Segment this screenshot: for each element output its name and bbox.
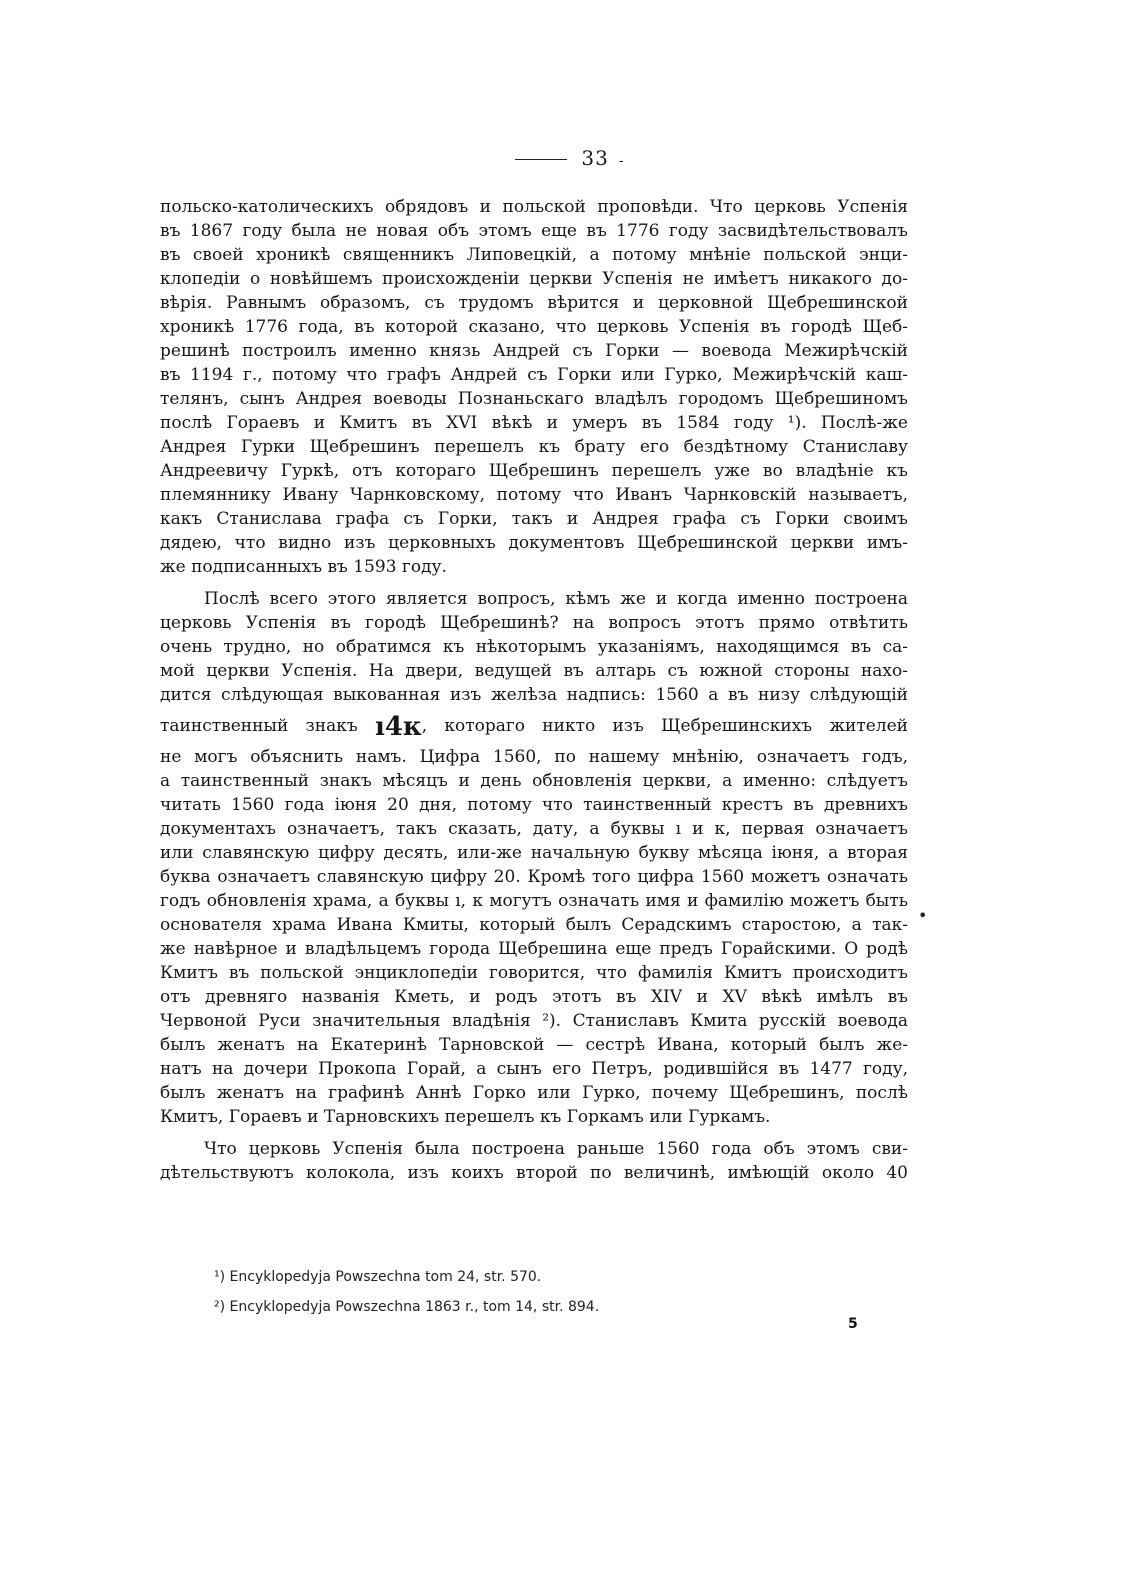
- mysterious-sign: ı4к: [374, 712, 422, 742]
- sign-line-after: , котораго никто изъ Щебрешинскихъ жителей: [421, 716, 908, 736]
- text-line: Андреевичу Гуркѣ, отъ котораго Щебрешинъ перешелъ уже во владѣніе къ: [160, 461, 908, 481]
- text-line: телянъ, сынъ Андрея воеводы Познаньскаго владѣлъ городомъ Щебрешиномъ: [160, 389, 908, 409]
- text-line: документахъ означаетъ, такъ сказать, дату, а буквы ı и к, первая означаетъ: [160, 819, 908, 839]
- footnotes: [214, 1262, 599, 1322]
- margin-mark: •: [918, 906, 928, 925]
- text-line: какъ Станислава графа съ Горки, такъ и Андрея графа съ Горки своимъ: [160, 509, 908, 529]
- text-line: въ своей хроникѣ священникъ Липовецкій, а потому мнѣніе польской энци-: [160, 245, 908, 265]
- text-line: же подписанныхъ въ 1593 году.: [160, 557, 447, 577]
- text-line: Кмитъ въ польской энциклопедіи говорится, что фамилія Кмитъ происходитъ: [160, 963, 908, 983]
- text-line: мой церкви Успенія. На двери, ведущей въ алтарь съ южной стороны нахо-: [160, 661, 908, 681]
- paragraph-1: [160, 195, 908, 579]
- text-line: вѣрія. Равнымъ образомъ, съ трудомъ вѣрится и церковной Щебрешинской: [160, 293, 908, 313]
- text-line: годъ обновленія храма, а буквы ı, к могутъ означать имя и фамилію можетъ быть: [160, 891, 908, 911]
- text-line: дится слѣдующая выкованная изъ желѣза надпись: 1560 а въ низу слѣдующій: [160, 685, 908, 705]
- text-line: Андрея Гурки Щебрешинъ перешелъ къ брату его бездѣтному Станиславу: [160, 437, 908, 457]
- text-line: Что церковь Успенія была построена раньше 1560 года объ этомъ сви-: [204, 1139, 908, 1159]
- text-line: церковь Успенія въ городѣ Щебрешинѣ? на вопросъ этотъ прямо отвѣтить: [160, 613, 908, 633]
- sign-line-before: таинственный знакъ: [160, 716, 358, 736]
- text-line: послѣ Гораевъ и Кмитъ въ XVI вѣкѣ и умеръ въ 1584 году ¹). Послѣ-же: [160, 413, 908, 433]
- text-line: клопедіи о новѣйшемъ происхожденіи церкви Успенія не имѣетъ никакого до-: [160, 269, 908, 289]
- text-line: а таинственный знакъ мѣсяцъ и день обновленія церкви, а именно: слѣдуетъ: [160, 771, 908, 791]
- page-number: 33: [581, 146, 609, 170]
- footnote-1: ¹) Encyklopedyja Powszechna tom 24, str. 570.: [214, 1269, 542, 1285]
- footnote-2: ²) Encyklopedyja Powszechna 1863 r., tom 14, str. 894.: [214, 1299, 600, 1315]
- text-line: дѣтельствуютъ колокола, изъ коихъ второй по величинѣ, имѣющій около 40: [160, 1163, 908, 1183]
- text-line: Кмитъ, Гораевъ и Тарновскихъ перешелъ къ Горкамъ или Гуркамъ.: [160, 1107, 771, 1127]
- text-line: въ 1867 году была не новая объ этомъ еще въ 1776 году засвидѣтельствовалъ: [160, 221, 908, 241]
- text-line: не могъ объяснить намъ. Цифра 1560, по нашему мнѣнію, означаетъ годъ,: [160, 747, 908, 767]
- header-tick: -: [618, 153, 625, 169]
- text-line-with-sign: [160, 707, 908, 745]
- text-line: буква означаетъ славянскую цифру 20. Кромѣ того цифра 1560 можетъ означать: [160, 867, 908, 887]
- text-line: основателя храма Ивана Кмиты, который былъ Серадскимъ старостою, а так-: [160, 915, 908, 935]
- page-header: [0, 146, 1140, 170]
- text-line: читать 1560 года іюня 20 дня, потому что таинственный крестъ въ древнихъ: [160, 795, 908, 815]
- paragraph-3: [160, 1137, 908, 1185]
- text-line: отъ древняго названія Кметь, и родъ этотъ въ XIV и XV вѣкѣ имѣлъ въ: [160, 987, 908, 1007]
- text-line: дядею, что видно изъ церковныхъ документовъ Щебрешинской церкви имъ-: [160, 533, 908, 553]
- paragraph-2: [160, 587, 908, 1129]
- text-line: племяннику Ивану Чарнковскому, потому что Иванъ Чарнковскій называетъ,: [160, 485, 908, 505]
- text-line: Червоной Руси значительныя владѣнія ²). Станиславъ Кмита русскій воевода: [160, 1011, 908, 1031]
- body-text: [160, 195, 908, 1185]
- text-line: въ 1194 г., потому что графъ Андрей съ Горки или Гурко, Межирѣчскій каш-: [160, 365, 908, 385]
- text-line: натъ на дочери Прокопа Горай, а сынъ его Петръ, родившійся въ 1477 году,: [160, 1059, 908, 1079]
- text-line: хроникѣ 1776 года, въ которой сказано, что церковь Успенія въ городѣ Щеб-: [160, 317, 908, 337]
- text-line: былъ женатъ на Екатеринѣ Тарновской — сестрѣ Ивана, который былъ же-: [160, 1035, 908, 1055]
- signature-mark: 5: [848, 1316, 858, 1332]
- text-line: Послѣ всего этого является вопросъ, кѣмъ же и когда именно построена: [204, 589, 908, 609]
- text-line: же навѣрное и владѣльцемъ города Щебрешина еще предъ Горайскими. О родѣ: [160, 939, 908, 959]
- text-line: польско-католическихъ обрядовъ и польской проповѣди. Что церковь Успенія: [160, 197, 908, 217]
- text-line: былъ женатъ на графинѣ Аннѣ Горко или Гурко, почему Щебрешинъ, послѣ: [160, 1083, 908, 1103]
- text-line: очень трудно, но обратимся къ нѣкоторымъ указаніямъ, находящимся въ са-: [160, 637, 908, 657]
- header-dash: [515, 159, 567, 160]
- text-line: решинѣ построилъ именно князь Андрей съ Горки — воевода Межирѣчскій: [160, 341, 908, 361]
- text-line: или славянскую цифру десять, или-же начальную букву мѣсяца іюня, а вторая: [160, 843, 908, 863]
